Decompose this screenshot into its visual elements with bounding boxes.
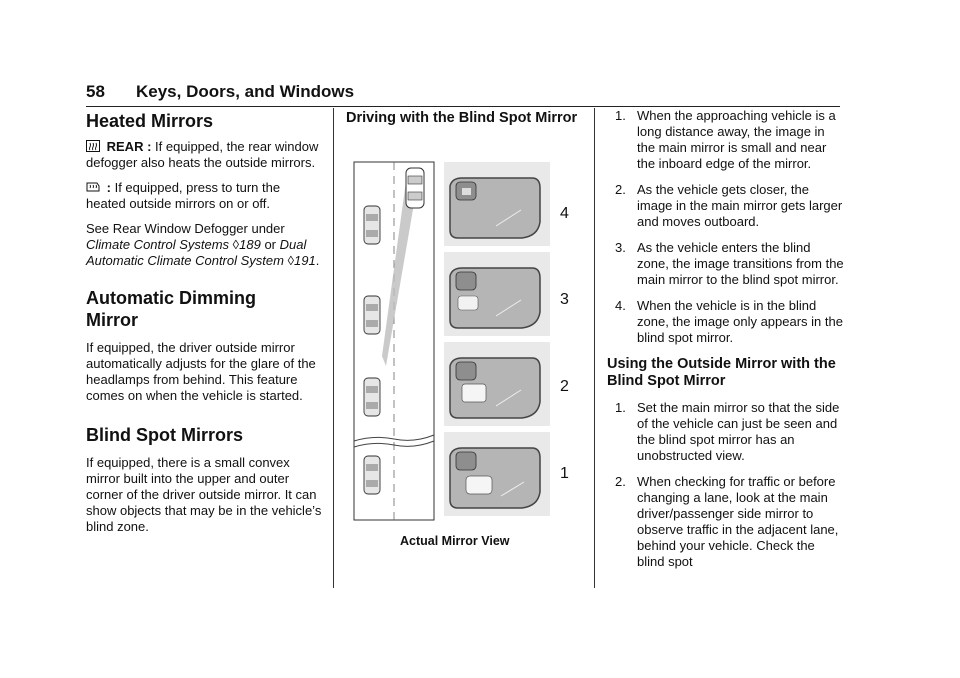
see-text: See Rear Window Defogger under (86, 221, 285, 236)
list-item: 1. Set the main mirror so that the side of the vehicle can just be seen and the blind spot mirror has an unobstructed view. (615, 400, 840, 463)
dual-climate-link[interactable]: Dual Automatic Climate Control System (86, 237, 307, 268)
panel-number-4: 4 (560, 205, 569, 222)
page-number: 58 (86, 82, 105, 101)
list-item: 2. When checking for traffic or before changing a lane, look at the main driver/passenger side mirror to observe traffic in the adjacent lane, behind your vehicle. Check the blind spot (615, 474, 839, 569)
host-vehicle (406, 168, 424, 208)
list-item: 2. As the vehicle gets closer, the image in the main mirror gets larger and moves outboard. (615, 182, 843, 229)
mirror-view-2 (444, 342, 550, 426)
page-ref-189[interactable]: 189 (239, 237, 261, 252)
using-outside-mirror-heading: Using the Outside Mirror with the Blind Spot Mirror (607, 356, 836, 389)
mirror-view-1 (444, 432, 550, 516)
rear-text: If equipped, the rear window defogger also heats the outside mirrors. (86, 139, 319, 170)
page-header (86, 82, 840, 107)
page-ref-arrow-icon: ◊ (287, 253, 295, 268)
mirror-view-4 (444, 162, 550, 246)
see-reference-paragraph (86, 221, 322, 269)
panel-number-1: 1 (560, 465, 569, 482)
period: . (315, 253, 320, 268)
chapter-title: Keys, Doors, and Windows (136, 82, 355, 101)
column-left (86, 110, 322, 535)
column-divider (594, 108, 595, 588)
driving-steps-list (607, 108, 845, 346)
rear-defog-icon (86, 140, 100, 152)
heated-mirror-icon (86, 181, 100, 193)
list-item: 4. When the vehicle is in the blind zone, the image only appears in the blind spot mirror. (615, 298, 843, 345)
heated-mirrors-heading: Heated Mirrors (86, 111, 214, 131)
blind-spot-text: If equipped, there is a small convex mirror built into the upper and outer corner of the driver outside mirror. It can show objects that may be in the vehicle’s blind zone. (86, 455, 322, 534)
approaching-vehicle (364, 206, 380, 244)
climate-control-link[interactable]: Climate Control Systems (86, 237, 230, 252)
mirror-label: : (106, 180, 111, 195)
list-item: 3. As the vehicle enters the blind zone, the image transitions from the main mirror to the blind spot mirror. (615, 240, 844, 287)
approaching-vehicle (364, 378, 380, 416)
diagram-caption: Actual Mirror View (400, 534, 510, 548)
using-steps-list (607, 400, 845, 570)
heated-mirror-paragraph (86, 180, 322, 212)
rear-defog-paragraph (86, 139, 322, 171)
list-item: 1. When the approaching vehicle is a long distance away, the image in the main mirror is small and near the inboard edge of the mirror. (615, 108, 836, 171)
page-ref-191[interactable]: 191 (294, 253, 316, 268)
panel-number-2: 2 (560, 378, 569, 395)
column-middle (346, 110, 578, 570)
panel-number-3: 3 (560, 291, 569, 308)
mirror-view-3 (444, 252, 550, 336)
approaching-vehicle (364, 456, 380, 494)
blind-spot-heading: Blind Spot Mirrors (86, 425, 243, 445)
page-ref-arrow-icon: ◊ (232, 237, 240, 252)
column-right (607, 108, 845, 580)
rear-label: REAR : (106, 139, 152, 154)
or-text: or (264, 237, 276, 252)
approaching-vehicle (364, 296, 380, 334)
mirror-text: If equipped, press to turn the heated outside mirrors on or off. (86, 180, 281, 211)
auto-dimming-heading: Automatic Dimming Mirror (86, 288, 257, 330)
auto-dimming-text: If equipped, the driver outside mirror automatically adjusts for the glare of the headlamps from behind. This feature comes on when the vehicle is started. (86, 340, 316, 403)
driving-blind-spot-heading: Driving with the Blind Spot Mirror (346, 110, 578, 126)
column-divider (333, 108, 334, 588)
blind-spot-diagram (346, 156, 578, 526)
